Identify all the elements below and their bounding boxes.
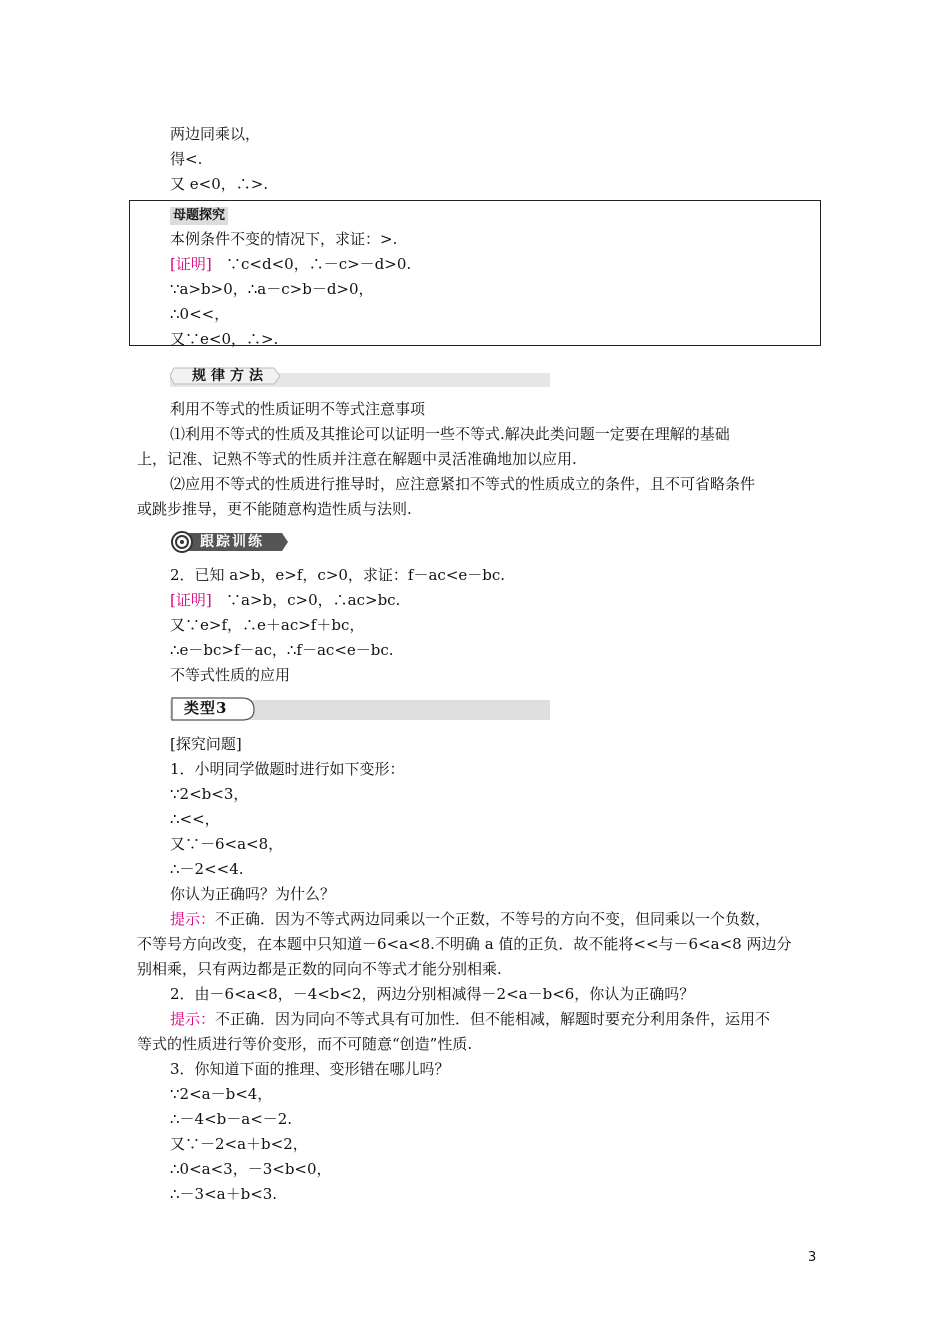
- training-header: [170, 530, 290, 554]
- answer-line: 别相乘，只有两边都是正数的同向不等式才能分别相乘.: [137, 960, 502, 978]
- derivation-line: ∴0<a<3，－3<b<0，: [170, 1160, 332, 1178]
- question-3: 3．你知道下面的推理、变形错在哪儿吗？: [170, 1060, 450, 1078]
- paragraph-line: 上，记准、记熟不等式的性质并注意在解题中灵活准确地加以应用.: [137, 450, 577, 468]
- answer-line: 不等号方向改变，在本题中只知道－6<a<8.不明确 a 值的正负．故不能将<<与－6<a<8 两边分: [137, 935, 792, 953]
- proof-line: 又∵e>f，∴e＋ac>f＋bc，: [170, 616, 365, 634]
- derivation-line: 又∵－6<a<8，: [170, 835, 284, 853]
- type3-header-label: 类型3: [184, 699, 228, 717]
- type3-header: [170, 696, 550, 720]
- proof-tag: [证明]: [170, 591, 212, 609]
- text-line: 又 e<0，∴>.: [170, 175, 269, 193]
- question-1-ask: 你认为正确吗？为什么？: [170, 885, 336, 903]
- paragraph-line: ⑵应用不等式的性质进行推导时，应注意紧扣不等式的性质成立的条件，且不可省略条件: [170, 475, 756, 493]
- section-title: 不等式性质的应用: [170, 666, 291, 684]
- paragraph-line: 或跳步推导，更不能随意构造性质与法则.: [137, 500, 412, 518]
- method-header: [170, 364, 550, 388]
- derivation-line: ∵2<b<3，: [170, 785, 249, 803]
- proof-line: ∵a>b>0，∴a－c>b－d>0，: [170, 280, 374, 298]
- answer-line: 提示：不正确．因为不等式两边同乘以一个正数，不等号的方向不变，但同乘以一个负数，: [170, 910, 771, 928]
- derivation-line: ∵2<a－b<4，: [170, 1085, 273, 1103]
- answer-line: 等式的性质进行等价变形，而不可随意“创造”性质.: [137, 1035, 473, 1053]
- answer-line: 提示：不正确．因为同向不等式具有可加性．但不能相减，解题时要充分利用条件，运用不: [170, 1010, 771, 1028]
- hint-label: 提示：: [170, 1010, 216, 1028]
- proof-line: [证明] ∵c<d<0，∴－c>－d>0.: [170, 255, 412, 273]
- derivation-line: ∴－4<b－a<－2.: [170, 1110, 293, 1128]
- explore-label: [探究问题]: [170, 735, 242, 753]
- paragraph-line: ⑴利用不等式的性质及其推论可以证明一些不等式.解决此类问题一定要在理解的基础: [170, 425, 730, 443]
- derivation-line: ∴－2<<4.: [170, 860, 244, 878]
- derivation-line: 又∵－2<a＋b<2，: [170, 1135, 308, 1153]
- proof-line: ∴e－bc>f－ac，∴f－ac<e－bc.: [170, 641, 394, 659]
- text-line: 两边同乘以，: [170, 125, 261, 143]
- proof-line: 又∵e<0，∴>.: [170, 330, 279, 348]
- derivation-line: ∴－3<a＋b<3.: [170, 1185, 278, 1203]
- proof-line: [证明] ∵a>b，c>0，∴ac>bc.: [170, 591, 401, 609]
- method-header-label: 规律方法: [192, 368, 268, 384]
- derivation-line: ∴<<，: [170, 810, 220, 828]
- method-title: 利用不等式的性质证明不等式注意事项: [170, 400, 426, 418]
- proof-line: ∴0<<，: [170, 305, 230, 323]
- mother-problem-intro: 本例条件不变的情况下，求证：>.: [170, 230, 398, 248]
- training-problem: 2．已知 a>b，e>f，c>0，求证：f－ac<e－bc.: [170, 566, 506, 584]
- proof-tag: [证明]: [170, 255, 212, 273]
- question-1: 1．小明同学做题时进行如下变形：: [170, 760, 405, 778]
- page-number: 3: [808, 1250, 817, 1265]
- question-2: 2．由－6<a<8，－4<b<2，两边分别相减得－2<a－b<6，你认为正确吗？: [170, 985, 695, 1003]
- mother-problem-tag: 母题探究: [170, 204, 228, 225]
- hint-label: 提示：: [170, 910, 216, 928]
- training-header-label: 跟踪训练: [200, 534, 264, 550]
- text-line: 得<.: [170, 150, 203, 168]
